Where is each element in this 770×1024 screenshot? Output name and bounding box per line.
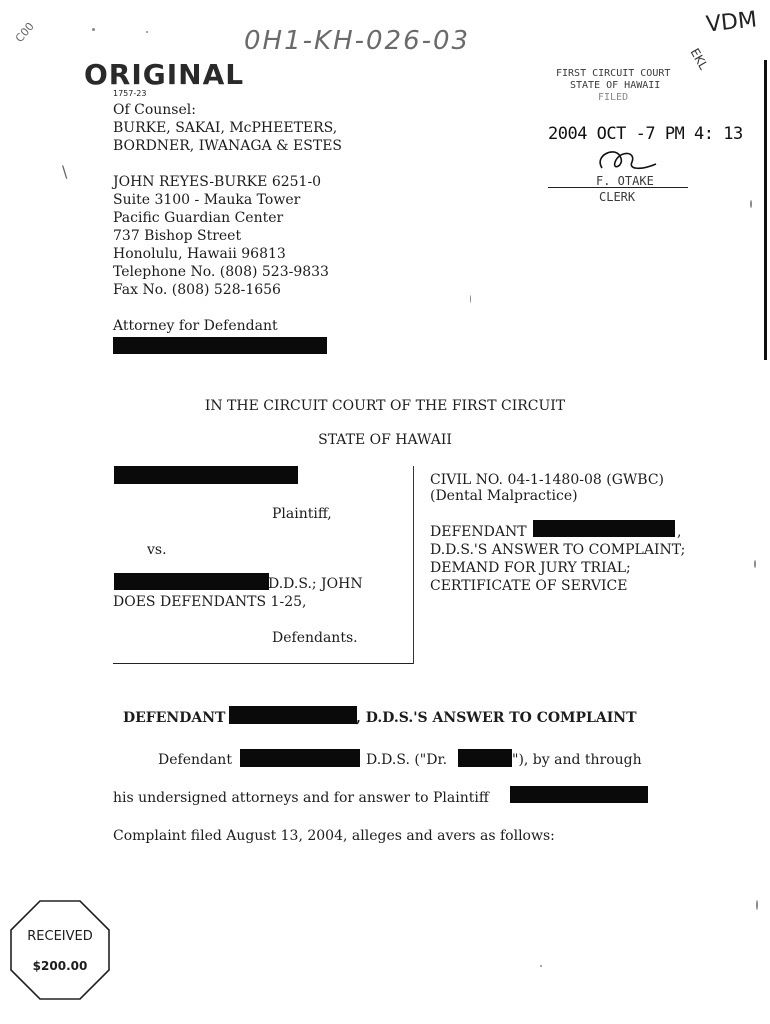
handwritten-case-code: 0H1-KH-026-03: [244, 26, 471, 56]
document-title-line-3: DEMAND FOR JURY TRIAL;: [430, 560, 631, 576]
john-does: DOES DEFENDANTS 1-25,: [113, 594, 307, 610]
clerk-title: CLERK: [599, 190, 636, 204]
address-line-4: Honolulu, Hawaii 96813: [113, 246, 286, 262]
filed-stamp-line-1: FIRST CIRCUIT COURT: [556, 68, 671, 79]
answer-heading-suffix: , D.D.S.'S ANSWER TO COMPLAINT: [356, 710, 637, 726]
paragraph-line-1a: Defendant: [158, 752, 232, 768]
document-title-prefix: DEFENDANT: [430, 524, 527, 540]
caption-bottom-line: [113, 663, 413, 664]
corner-small-mark: EKL: [687, 45, 711, 73]
scan-speck: [754, 560, 756, 568]
civil-number: CIVIL NO. 04-1-1480-08 (GWBC): [430, 472, 665, 488]
filed-stamp-line-3: FILED: [598, 92, 629, 103]
paragraph-redaction-1: [240, 749, 360, 767]
title-redaction: [533, 520, 675, 537]
address-line-3: 737 Bishop Street: [113, 228, 242, 244]
firm-line-2: BORDNER, IWANAGA & ESTES: [113, 138, 343, 154]
paragraph-line-3: Complaint filed August 13, 2004, alleges and avers as follows:: [113, 828, 555, 844]
defendant-redaction-caption: [114, 573, 269, 590]
filed-stamp-line-2: STATE OF HAWAII: [570, 80, 661, 91]
plaintiff-label: Plaintiff,: [272, 506, 332, 522]
document-title-line-4: CERTIFICATE OF SERVICE: [430, 578, 628, 594]
case-type: (Dental Malpractice): [430, 488, 578, 504]
attorney-name: JOHN REYES-BURKE 6251-0: [113, 174, 322, 190]
plaintiff-redaction: [114, 466, 298, 484]
attorney-for-label: Attorney for Defendant: [113, 318, 278, 334]
left-corner-mark: C00: [12, 20, 37, 45]
scan-speck: [470, 295, 471, 303]
document-id: 1757-23: [113, 89, 147, 98]
telephone: Telephone No. (808) 523-9833: [113, 264, 329, 280]
paragraph-line-1c: "), by and through: [512, 752, 642, 768]
scan-speck: [92, 28, 95, 31]
scan-speck: [756, 900, 758, 910]
paragraph-line-1b: D.D.S. ("Dr.: [366, 752, 448, 768]
caption-divider: [413, 466, 414, 664]
scan-edge-line: [764, 60, 767, 360]
stray-mark: \: [62, 162, 68, 181]
redaction-block: [113, 337, 327, 354]
address-line-2: Pacific Guardian Center: [113, 210, 284, 226]
answer-heading-prefix: DEFENDANT: [123, 710, 226, 726]
paragraph-redaction-2: [458, 749, 512, 767]
received-stamp-label: RECEIVED: [27, 929, 93, 944]
court-name: IN THE CIRCUIT COURT OF THE FIRST CIRCUIT: [204, 398, 566, 414]
clerk-name: F. OTAKE: [596, 174, 654, 188]
scan-speck: [146, 31, 148, 33]
paragraph-redaction-3: [510, 786, 648, 803]
scan-speck: [540, 965, 542, 967]
defendant-caption-suffix: D.D.S.; JOHN: [268, 576, 363, 592]
address-line-1: Suite 3100 - Mauka Tower: [113, 192, 301, 208]
fax: Fax No. (808) 528-1656: [113, 282, 281, 298]
title-comma: ,: [677, 524, 682, 540]
scan-speck: [750, 200, 752, 208]
original-stamp: ORIGINAL: [84, 58, 245, 91]
filed-datetime: 2004 OCT -7 PM 4: 13: [548, 124, 743, 144]
received-stamp-amount: $200.00: [32, 959, 88, 973]
clerk-signature: [590, 142, 660, 176]
corner-mark: VDM: [704, 7, 759, 38]
defendants-label: Defendants.: [272, 630, 358, 646]
versus-label: vs.: [147, 542, 167, 558]
answer-heading-redaction: [229, 706, 357, 724]
counsel-label: Of Counsel:: [113, 102, 196, 118]
paragraph-line-2: his undersigned attorneys and for answer to Plaintiff: [113, 790, 489, 806]
received-stamp-outline: [8, 898, 112, 1002]
firm-line-1: BURKE, SAKAI, McPHEETERS,: [113, 120, 338, 136]
document-title-line-2: D.D.S.'S ANSWER TO COMPLAINT;: [430, 542, 686, 558]
court-state: STATE OF HAWAII: [318, 432, 452, 448]
